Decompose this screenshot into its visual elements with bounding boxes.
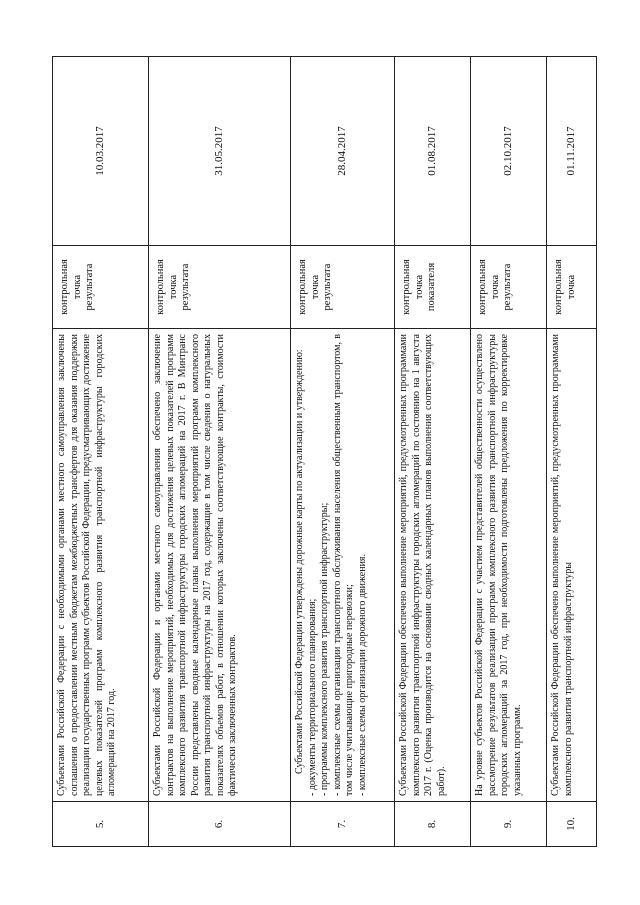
roadmap-table: [52, 56, 597, 847]
row-task-text: Субъектами Российской Федерации обеспечено выполнение мероприятий, предусмотренных программами комплексного развития транспортной инфраструктуры: [547, 329, 597, 802]
row-point-type: контрольная точка результата: [149, 246, 291, 329]
row-task-text: [291, 329, 395, 802]
list-item: - документы территориального планирования;: [306, 598, 318, 796]
row-number: 8.: [395, 802, 471, 847]
row-date: 02.10.2017: [471, 57, 547, 246]
row-number: 6.: [149, 802, 291, 847]
list-item: - программы комплексного развития транспортной инфраструктуры;: [319, 502, 330, 796]
row-point-type: контрольная точка результата: [291, 246, 395, 329]
row-point-type: контрольная точка: [547, 246, 597, 329]
table-row: [471, 57, 547, 847]
table-row: [53, 57, 149, 847]
list-item: - комплексные схемы организации транспортного обслуживания населения общественным транспортом, в том числе учитывающие пригородные перевозки;: [331, 334, 355, 796]
row-number: 7.: [291, 802, 395, 847]
row-point-type: контрольная точка показателя: [395, 246, 471, 329]
row-number: 5.: [53, 802, 149, 847]
row-task-text: Субъектами Российской Федерации обеспечено выполнение мероприятий, предусмотренных программами комплексного развития транспортной инфраструктуры городских агломераций по состоянию на 1 августа 2017 г. (Оценка производится на основании сводных календарных планов выполнения соответствующих работ).: [395, 329, 471, 802]
row-date: 31.05.2017: [149, 57, 291, 246]
row-date: 28.04.2017: [291, 57, 395, 246]
row-date: 01.11.2017: [547, 57, 597, 246]
row-date: 10.03.2017: [53, 57, 149, 246]
row-point-type: контрольная точка результата: [471, 246, 547, 329]
row-date: 01.08.2017: [395, 57, 471, 246]
row-number: 9.: [471, 802, 547, 847]
row-task-text: Субъектами Российской Федерации с необходимыми органами местного самоуправления заключены соглашения о предоставлении местным бюджетам межбюджетных трансфертов для оказания поддержки реализации государственных программ субъектов Российской Федерации, предусматривающих достижение целевых показателей программ комплексного развития транспортной инфраструктуры городских агломераций на 2017 год.: [53, 329, 149, 802]
rotated-table-container: [52, 99, 600, 847]
row-task-text: На уровне субъектов Российской Федерации с участием представителей общественности осуществлено рассмотрение результатов реализации программ комплексного развития транспортной инфраструктуры городских агломераций за 2017 год, при необходимости подготовлены предложения по корректировке указанных программ.: [471, 329, 547, 802]
row-number: 10.: [547, 802, 597, 847]
row-task-text: Субъектами Российской Федерации и органами местного самоуправления обеспечено заключение контрактов на выполнение мероприятий, необходимых для достижения целевых показателей программ комплексного развития транспортной инфраструктуры городских агломераций на 2017 г. В Минтранс России представлены сводные календарные планы выполнения мероприятий программ комплексного развития транспортной инфраструктуры на 2017 год, содержащие в том числе сведения о натуральных показателях объемов работ, в отношении которых заключены соответствующие контракты, стоимости фактически заключенных контрактов.: [149, 329, 291, 802]
list-item: - комплексные схемы организации дорожного движения.: [356, 553, 368, 796]
table-row: [149, 57, 291, 847]
row-task-intro: Субъектами Российской Федерации утверждены дорожные карты по актуализации и утверждению:: [294, 349, 305, 774]
table-row: [291, 57, 395, 847]
table-row: [547, 57, 597, 847]
table-row: [395, 57, 471, 847]
row-point-type: контрольная точка результата: [53, 246, 149, 329]
